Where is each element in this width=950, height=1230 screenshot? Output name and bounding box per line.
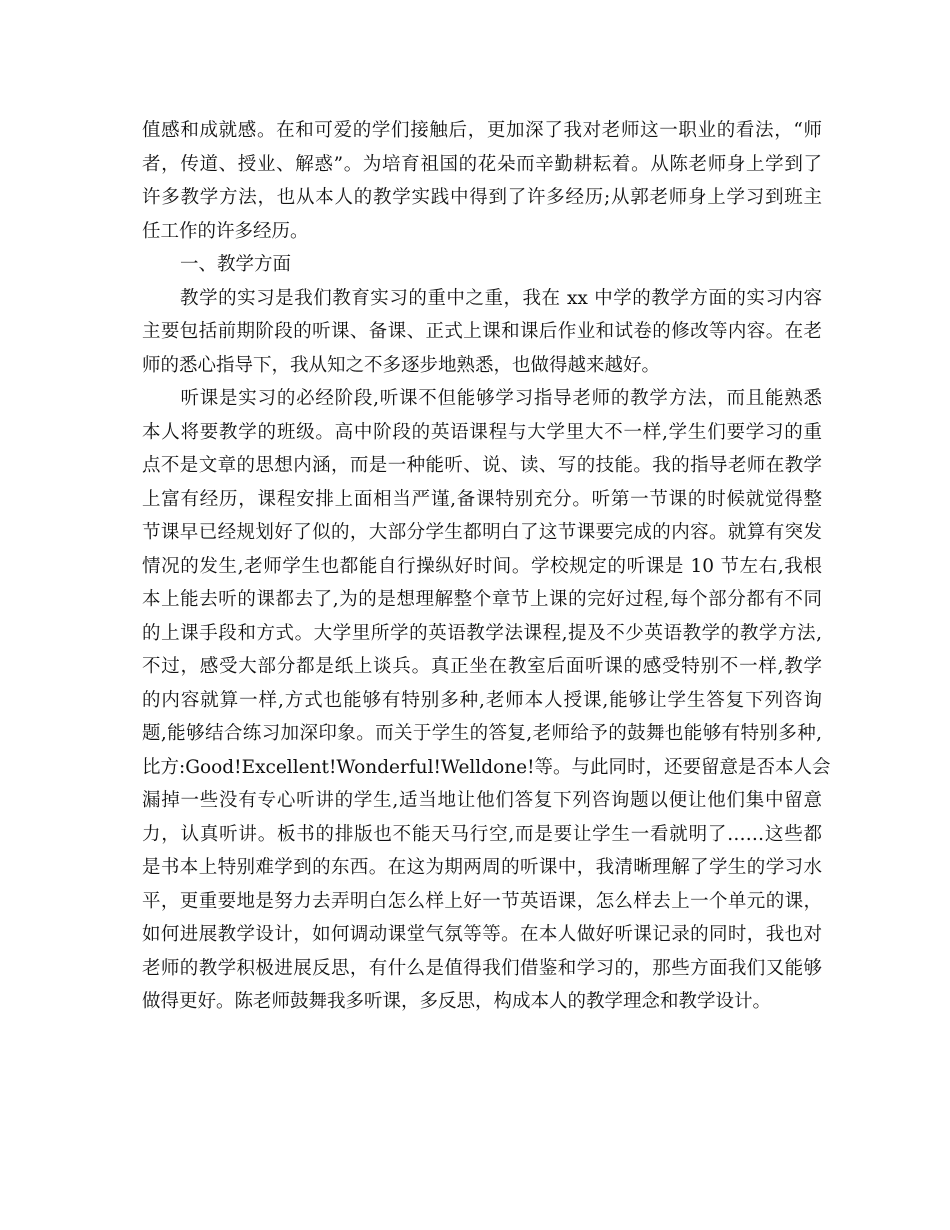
text-line: 者，传道、授业、解惑”。为培育祖国的花朵而辛勤耕耘着。从陈老师身上学到了 — [142, 153, 822, 175]
text-line: 许多教学方法，也从本人的教学实践中得到了许多经历;从郭老师身上学习到班主 — [142, 187, 822, 208]
text-line: 的内容就算一样,方式也能够有特别多种,老师本人授课,能够让学生答复下列咨询 — [142, 689, 822, 711]
text-line: 主要包括前期阶段的听课、备课、正式上课和课后作业和试卷的修改等内容。在老 — [142, 321, 822, 342]
text-line: 题,能够结合练习加深印象。而关于学生的答复,老师给予的鼓舞也能够有特别多种, — [142, 723, 822, 744]
text-line: 教学的实习是我们教育实习的重中之重，我在 xx 中学的教学方面的实习内容 — [142, 287, 822, 309]
text-line: 本上能去听的课都去了,为的是想理解整个章节上课的完好过程,每个部分都有不同 — [142, 589, 822, 610]
text-line: 情况的发生,老师学生也都能自行操纵好时间。学校规定的听课是 10 节左右,我根 — [142, 555, 822, 577]
text-line: 值感和成就感。在和可爱的学们接触后，更加深了我对老师这一职业的看法，“师 — [142, 120, 822, 141]
text-line: 老师的教学积极进展反思，有什么是值得我们借鉴和学习的，那些方面我们又能够 — [142, 957, 822, 979]
text-line: 不过，感受大部分都是纸上谈兵。真正坐在教室后面听课的感受特别不一样,教学 — [142, 656, 822, 677]
text-line: 节课早已经规划好了似的，大部分学生都明白了这节课要完成的内容。就算有突发 — [142, 522, 822, 543]
text-line: 上富有经历，课程安排上面相当严谨,备课特别充分。听第一节课的时候就觉得整 — [142, 488, 822, 510]
text-line: 听课是实习的必经阶段,听课不但能够学习指导老师的教学方法，而且能熟悉 — [142, 388, 822, 409]
section-heading: 一、教学方面 — [180, 254, 292, 275]
text-line: 是书本上特别难学到的东西。在这为期两周的听课中，我清晰理解了学生的学习水 — [142, 857, 822, 878]
text-line: 师的悉心指导下，我从知之不多逐步地熟悉，也做得越来越好。 — [142, 354, 661, 376]
text-line: 的上课手段和方式。大学里所学的英语教学法课程,提及不少英语教学的教学方法, — [142, 622, 822, 644]
text-line: 漏掉一些没有专心听讲的学生,适当地让他们答复下列咨询题以便让他们集中留意 — [142, 790, 822, 811]
text-line: 比方:Good!Excellent!Wonderful!Welldone!等。与此同时，还要留意是否本人会 — [142, 756, 831, 778]
text-line: 任工作的许多经历。 — [142, 220, 309, 242]
text-line: 如何进展教学设计，如何调动课堂气氛等等。在本人做好听课记录的同时，我也对 — [142, 924, 822, 945]
text-line: 点不是文章的思想内涵，而是一种能听、说、读、写的技能。我的指导老师在教学 — [142, 455, 822, 476]
text-line: 做得更好。陈老师鼓舞我多听课，多反思，构成本人的教学理念和教学设计。 — [142, 991, 772, 1012]
text-line: 本人将要教学的班级。高中阶段的英语课程与大学里大不一样,学生们要学习的重 — [142, 421, 822, 443]
text-line: 平，更重要地是努力去弄明白怎么样上好一节英语课，怎么样去上一个单元的课， — [142, 890, 822, 912]
text-line: 力，认真听讲。板书的排版也不能天马行空,而是要让学生一看就明了……这些都 — [142, 823, 822, 845]
document-body — [142, 114, 831, 1019]
